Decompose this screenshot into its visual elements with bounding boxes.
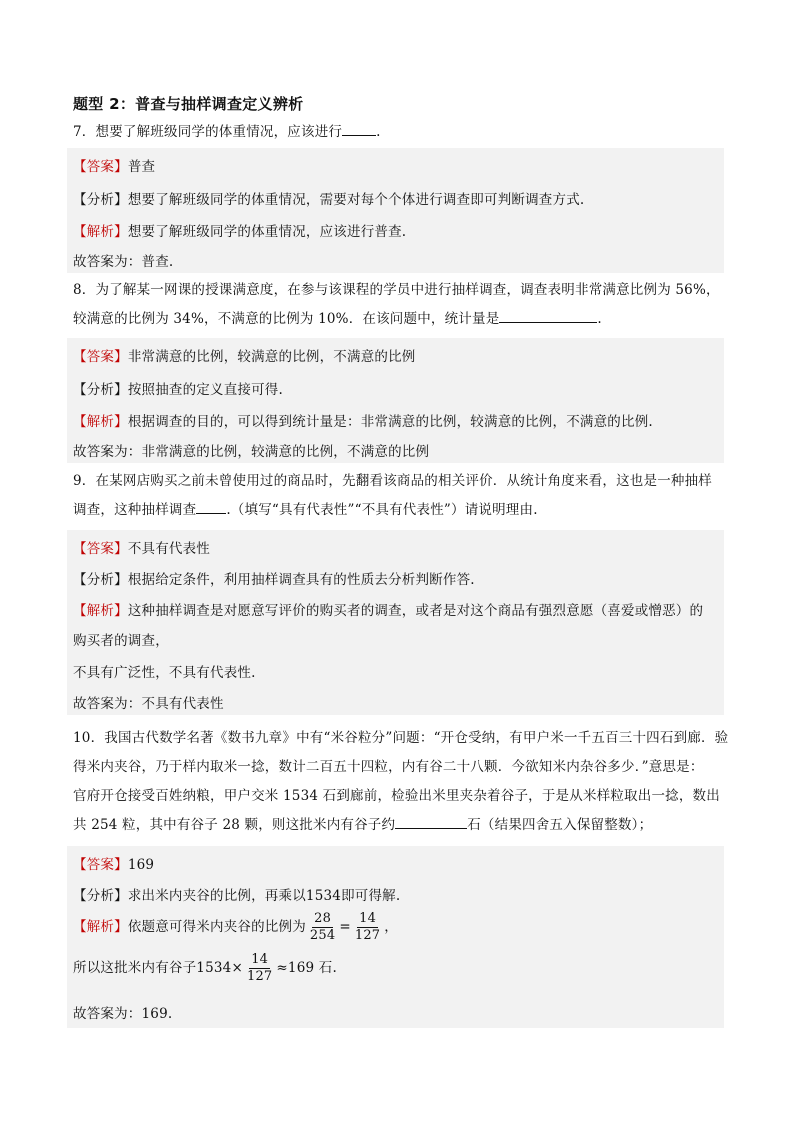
- analysis-line: 【分析】想要了解班级同学的体重情况，需要对每个个体进行调查即可判断调查方式.: [73, 192, 585, 208]
- answer-line: 【答案】非常满意的比例，较满意的比例，不满意的比例: [73, 349, 416, 365]
- solution-line: 【解析】想要了解班级同学的体重情况，应该进行普查.: [73, 224, 407, 240]
- answer-blank: [196, 499, 226, 514]
- analysis-line: 【分析】按照抽查的定义直接可得.: [73, 382, 284, 398]
- fraction-14-127-b: $\frac{14}{127}$: [246, 952, 273, 984]
- final-answer: 故答案为：普查.: [73, 254, 174, 270]
- section-title: 题型 2：普查与抽样调查定义辨析: [73, 95, 304, 113]
- answer-block-9: [67, 530, 724, 715]
- solution-line-2: 购买者的调查，: [73, 633, 169, 649]
- question-9: 9．在某网店购买之前未曾使用过的商品时，先翻看该商品的相关评价．从统计角度来看，这也是一种抽样 调查，这种抽样调查 .（填写“具有代表性”“不具有代表性”）请说明理由.: [73, 473, 712, 518]
- answer-block-7: [67, 148, 724, 273]
- answer-line: 【答案】169: [73, 857, 155, 873]
- answer-block-10: [67, 846, 724, 1028]
- final-answer: 故答案为：不具有代表性: [73, 696, 224, 712]
- fraction-28-254: $\frac{28}{254}$: [309, 911, 336, 943]
- answer-line: 【答案】普查: [73, 159, 156, 175]
- fraction-14-127: $\frac{14}{127}$: [354, 911, 381, 943]
- solution-line-2: 所以这批米内有谷子1534× $\frac{14}{127}$ ≈169 石.: [73, 952, 337, 984]
- solution-line: 【解析】根据调查的目的，可以得到统计量是：非常满意的比例，较满意的比例，不满意的比例.: [73, 414, 653, 430]
- final-answer: 故答案为：169.: [73, 1006, 173, 1022]
- question-8: 8．为了解某一网课的授课满意度，在参与该课程的学员中进行抽样调查，调查表明非常满意比例为 56%， 较满意的比例为 34%，不满意的比例为 10%．在该问题中，统计量是 .: [73, 282, 720, 327]
- solution-line: 【解析】这种抽样调查是对愿意写评价的购买者的调查，或者是对这个商品有强烈意愿（喜爱或憎恶）的: [73, 603, 704, 619]
- question-10: 10．我国古代数学名著《数书九章》中有“米谷粒分”问题：“开仓受纳，有甲户米一千五百三十四石到廊．验 得米内夹谷，乃于样内取米一捻，数计二百五十四粒，内有谷二十八颗．今欲知米内杂谷多少．”意思是： 官府开仓接受百姓纳粮，甲户交米 1534 石到廊前，检验出米里夹杂着谷子，于是从米样粒取出一捻，数出 共 254 粒，其中有谷子 28 颗，则这批米内有谷子约 石（结果四舍五入保留整数）；: [73, 730, 729, 833]
- analysis-line: 【分析】根据给定条件，利用抽样调查具有的性质去分析判断作答.: [73, 572, 475, 588]
- answer-line: 【答案】不具有代表性: [73, 541, 211, 557]
- answer-block-8: [67, 338, 724, 463]
- final-answer: 故答案为：非常满意的比例，较满意的比例，不满意的比例: [73, 444, 430, 460]
- solution-line-3: 不具有广泛性，不具有代表性.: [73, 665, 256, 681]
- question-7: 7．想要了解班级同学的体重情况，应该进行 .: [73, 118, 733, 147]
- solution-line: 【解析】依题意可得米内夹谷的比例为 $\frac{28}{254}$ = $\frac{14}{127}$ ，: [73, 911, 398, 943]
- question-text: 7．想要了解班级同学的体重情况，应该进行: [73, 124, 343, 140]
- answer-blank: [342, 121, 376, 136]
- answer-blank: [395, 814, 467, 829]
- answer-blank: [499, 308, 597, 323]
- analysis-line: 【分析】求出米内夹谷的比例，再乘以1534即可得解.: [73, 888, 401, 904]
